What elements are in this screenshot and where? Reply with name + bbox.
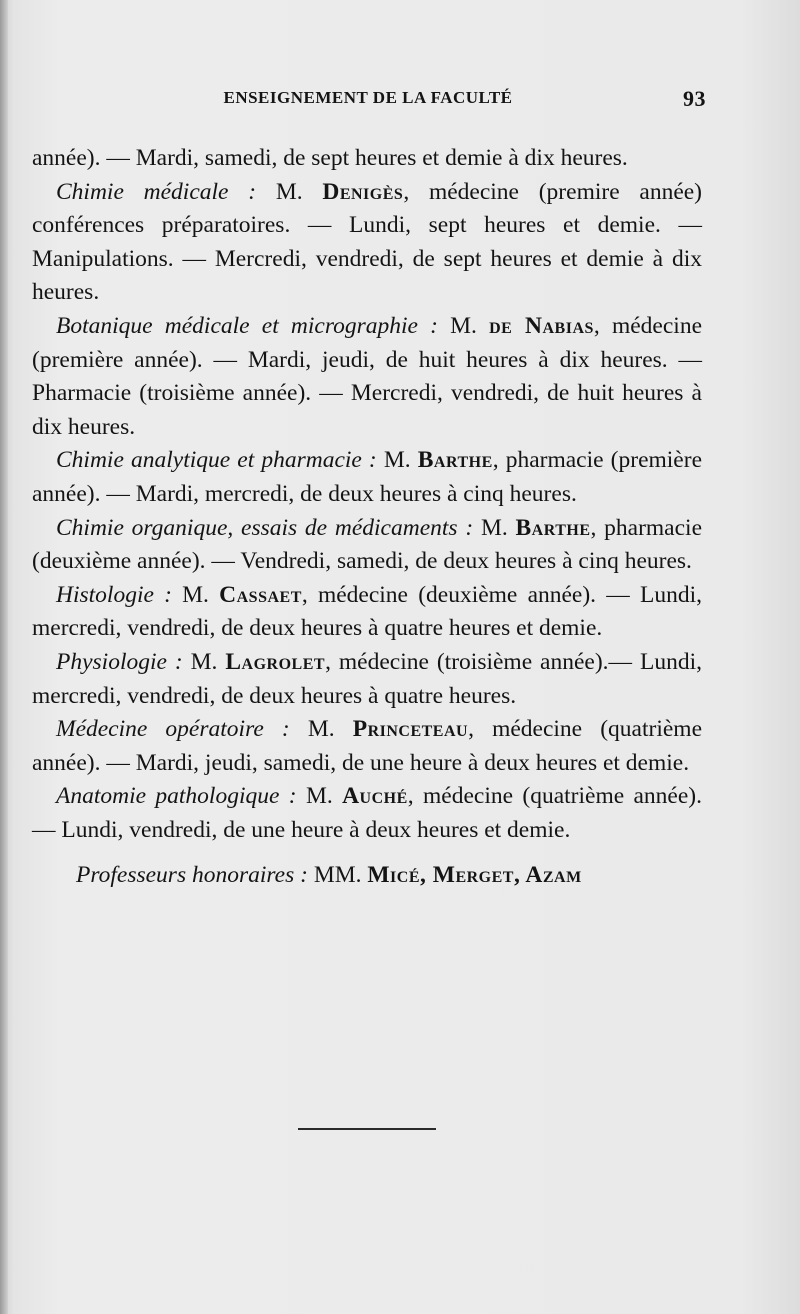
entry-botanique (32, 310, 702, 444)
page-header (32, 88, 704, 118)
professor-prefix: M. (171, 581, 220, 608)
entry-subject: Médecine opératoire : (56, 716, 290, 743)
professor-prefix: M. (473, 514, 516, 541)
page-body (32, 142, 702, 893)
entry-chimie-organique (32, 512, 702, 579)
entry-physiologie (32, 646, 702, 713)
professor-prefix: M. (182, 648, 226, 675)
professor-name: Lagrolet (225, 648, 326, 675)
entry-text: , médecine (premire année) conférences préparatoires. — Lundi, sept heures et demie. — Manipulations. — Mercredi, vendredi, de sept heures et demie à dix heures. (32, 178, 703, 306)
honorary-label: Professeurs honoraires : (76, 862, 308, 889)
entry-anatomie-pathologique (32, 780, 702, 847)
honorary-professors (32, 859, 702, 893)
professor-prefix: M. (256, 178, 323, 205)
entry-medecine-operatoire (32, 713, 702, 780)
professor-name: Barthe (417, 447, 493, 474)
entry-subject: Chimie organique, essais de médicaments : (56, 514, 474, 541)
professor-name: Cassaet (219, 581, 302, 608)
entry-subject: Physiologie : (56, 648, 183, 675)
professor-name: Barthe (515, 514, 591, 541)
entry-text: , médecine (quatrième année). — Lundi, vendredi, de une heure à deux heures et demie. (32, 783, 702, 843)
page-number: 93 (683, 86, 706, 111)
entry-subject: Chimie médicale : (56, 178, 257, 205)
binding-shadow (0, 0, 8, 1314)
professor-prefix: M. (437, 312, 490, 339)
entry-text: , pharmacie (deuxième année). — Vendredi, samedi, de deux heures à cinq heures. (32, 514, 702, 575)
entry-text: , médecine (quatrième année). — Mardi, jeudi, samedi, de une heure à deux heures et demie. (32, 716, 702, 776)
honorary-prefix: MM. (307, 862, 368, 889)
professor-name: Auché (342, 783, 408, 810)
entry-text: , médecine (première année). — Mardi, jeudi, de huit heures à dix heures. — Pharmacie (troisième année). — Mercredi, vendredi, de huit heures à dix heures. (32, 312, 703, 440)
entry-text: , médecine (troisième année).— Lundi, mercredi, vendredi, de deux heures à quatre heures. (32, 648, 702, 709)
professor-name: Denigès (322, 178, 404, 205)
professor-prefix: M. (296, 783, 343, 810)
entry-text: , médecine (deuxième année). — Lundi, mercredi, vendredi, de deux heures à quatre heures et demie. (32, 581, 702, 642)
professor-name: de Nabias (489, 312, 594, 339)
section-divider (298, 1128, 436, 1130)
running-title: ENSEIGNEMENT DE LA FACULTÉ (223, 88, 513, 107)
entry-subject: Chimie analytique et pharmacie : (56, 447, 377, 474)
entry-text: année). — Mardi, samedi, de sept heures et demie à dix heures. (32, 145, 628, 171)
entry-subject: Anatomie pathologique : (56, 783, 297, 810)
entry-chimie-analytique (32, 444, 702, 511)
honorary-names: Micé, Merget, Azam (367, 862, 582, 889)
professor-prefix: M. (289, 716, 353, 743)
professor-prefix: M. (376, 447, 418, 474)
professor-name: Princeteau (352, 716, 469, 743)
entry-continued (32, 142, 702, 176)
entry-subject: Botanique médicale et micrographie : (56, 312, 438, 339)
entry-chimie-medicale (32, 176, 702, 310)
entry-subject: Histologie : (56, 581, 172, 608)
entry-histologie (32, 579, 702, 646)
entry-text: , pharmacie (première année). — Mardi, mercredi, de deux heures à cinq heures. (32, 447, 702, 507)
